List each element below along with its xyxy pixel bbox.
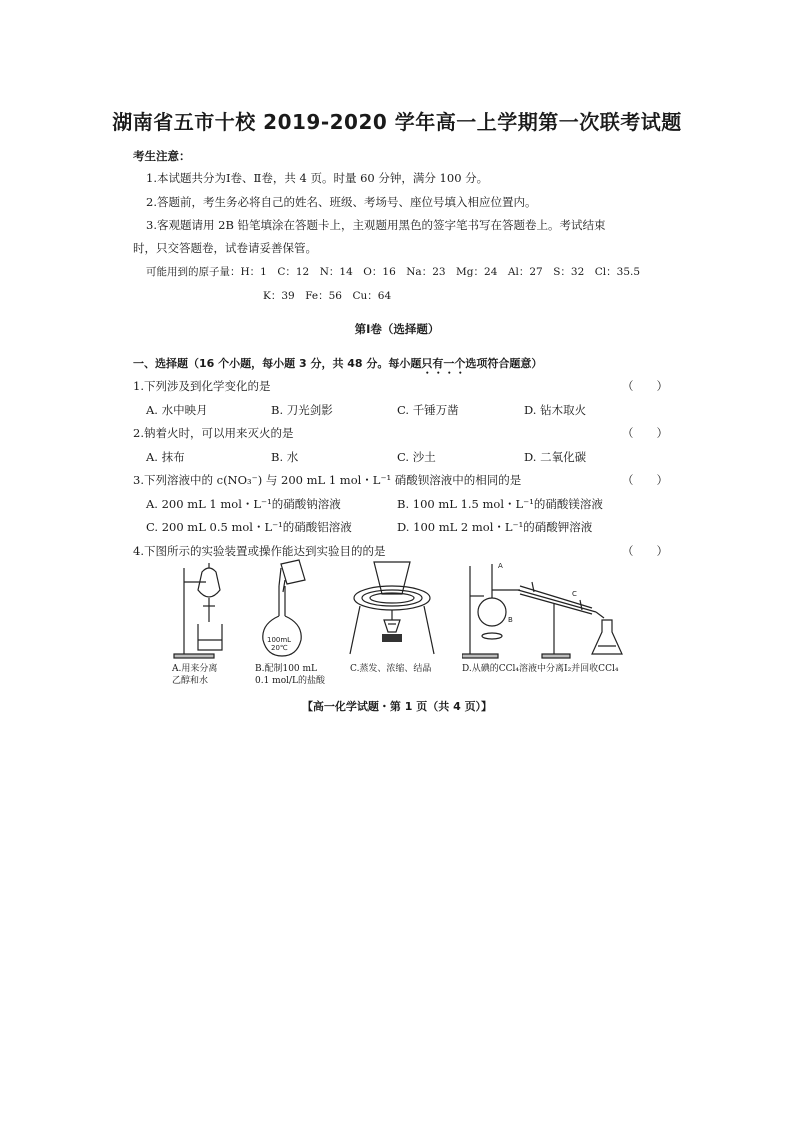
q2-option-a: A. 抹布 <box>146 450 185 464</box>
q4-answer-paren[interactable]: （ ） <box>622 544 668 558</box>
flask-temp-label: 20℃ <box>271 644 288 652</box>
atomic-masses-line1: 可能用到的原子量：H：1 C：12 N：14 O：16 Na：23 Mg：24 Al：27 S：32 Cl：35.5 <box>146 266 641 278</box>
notice-item-3: 3.客观题请用 2B 铅笔填涂在答题卡上，主观题用黑色的签字笔书写在答题卷上。考试结束 <box>146 218 606 232</box>
q1-option-b: B. 刀光剑影 <box>271 403 333 417</box>
q3-option-b: B. 100 mL 1.5 mol・L⁻¹的硝酸镁溶液 <box>397 497 603 511</box>
q4-caption-b-line1: B.配制100 mL <box>255 664 318 674</box>
q4-caption-a-line2: 乙醇和水 <box>172 676 209 686</box>
atomic-masses-line2: K：39 Fe：56 Cu：64 <box>263 290 392 302</box>
q3-option-d: D. 100 mL 2 mol・L⁻¹的硝酸钾溶液 <box>397 520 593 534</box>
section1-heading-emph: 只有一个 <box>421 357 466 370</box>
q1-option-d: D. 钻木取火 <box>524 403 587 417</box>
q4-caption-d: D.从碘的CCl₄溶液中分离I₂并回收CCl₄ <box>462 664 619 674</box>
q1-stem: 1.下列涉及到化学变化的是 <box>133 379 271 393</box>
q3-option-c: C. 200 mL 0.5 mol・L⁻¹的硝酸铝溶液 <box>146 520 352 534</box>
q2-answer-paren[interactable]: （ ） <box>622 426 668 440</box>
volumetric-flask-figure <box>255 558 321 658</box>
label-b: B <box>508 616 513 624</box>
notice-item-2: 2.答题前，考生务必将自己的姓名、班级、考场号、座位号填入相应位置内。 <box>146 195 537 209</box>
label-c: C <box>572 590 577 598</box>
q4-caption-a-line1: A.用来分离 <box>172 664 218 674</box>
part1-title: 第Ⅰ卷（选择题） <box>354 322 440 336</box>
q2-option-b: B. 水 <box>271 450 299 464</box>
page-title: 湖南省五市十校 2019-2020 学年高一上学期第一次联考试题 <box>112 110 682 134</box>
q4-caption-c: C.蒸发、浓缩、结晶 <box>350 664 432 674</box>
q3-answer-paren[interactable]: （ ） <box>622 473 668 487</box>
q1-answer-paren[interactable]: （ ） <box>622 379 668 393</box>
q1-option-a: A. 水中映月 <box>146 403 208 417</box>
label-a: A <box>498 562 503 570</box>
q2-stem: 2.钠着火时，可以用来灭火的是 <box>133 426 294 440</box>
section1-heading-pre: 一、选择题（16 个小题，每小题 3 分，共 48 分。每小题 <box>133 357 422 370</box>
q1-option-c: C. 千锤万凿 <box>397 403 459 417</box>
evaporation-tripod-figure <box>346 558 438 658</box>
q3-stem: 3.下列溶液中的 c(NO₃⁻) 与 200 mL 1 mol・L⁻¹ 硝酸钡溶液中的相同的是 <box>133 473 522 487</box>
q4-caption-b-line2: 0.1 mol/L的盐酸 <box>255 676 326 686</box>
q4-stem: 4.下图所示的实验装置或操作能达到实验目的的是 <box>133 544 386 558</box>
q2-option-c: C. 沙土 <box>397 450 436 464</box>
distillation-apparatus-figure <box>462 556 630 660</box>
notice-heading: 考生注意： <box>133 149 191 163</box>
separatory-funnel-apparatus-figure <box>172 560 244 660</box>
page-footer: 【高一化学试题・第 1 页（共 4 页）】 <box>301 700 493 713</box>
q2-option-d: D. 二氧化碳 <box>524 450 587 464</box>
section1-heading <box>133 355 542 377</box>
notice-item-1: 1.本试题共分为Ⅰ卷、Ⅱ卷，共 4 页。时量 60 分钟，满分 100 分。 <box>146 171 489 185</box>
notice-item-3-cont: 时，只交答题卷，试卷请妥善保管。 <box>133 241 317 255</box>
flask-volume-label: 100mL <box>267 636 292 644</box>
q3-option-a: A. 200 mL 1 mol・L⁻¹的硝酸钠溶液 <box>146 497 341 511</box>
section1-heading-post: 选项符合题意） <box>465 357 543 370</box>
